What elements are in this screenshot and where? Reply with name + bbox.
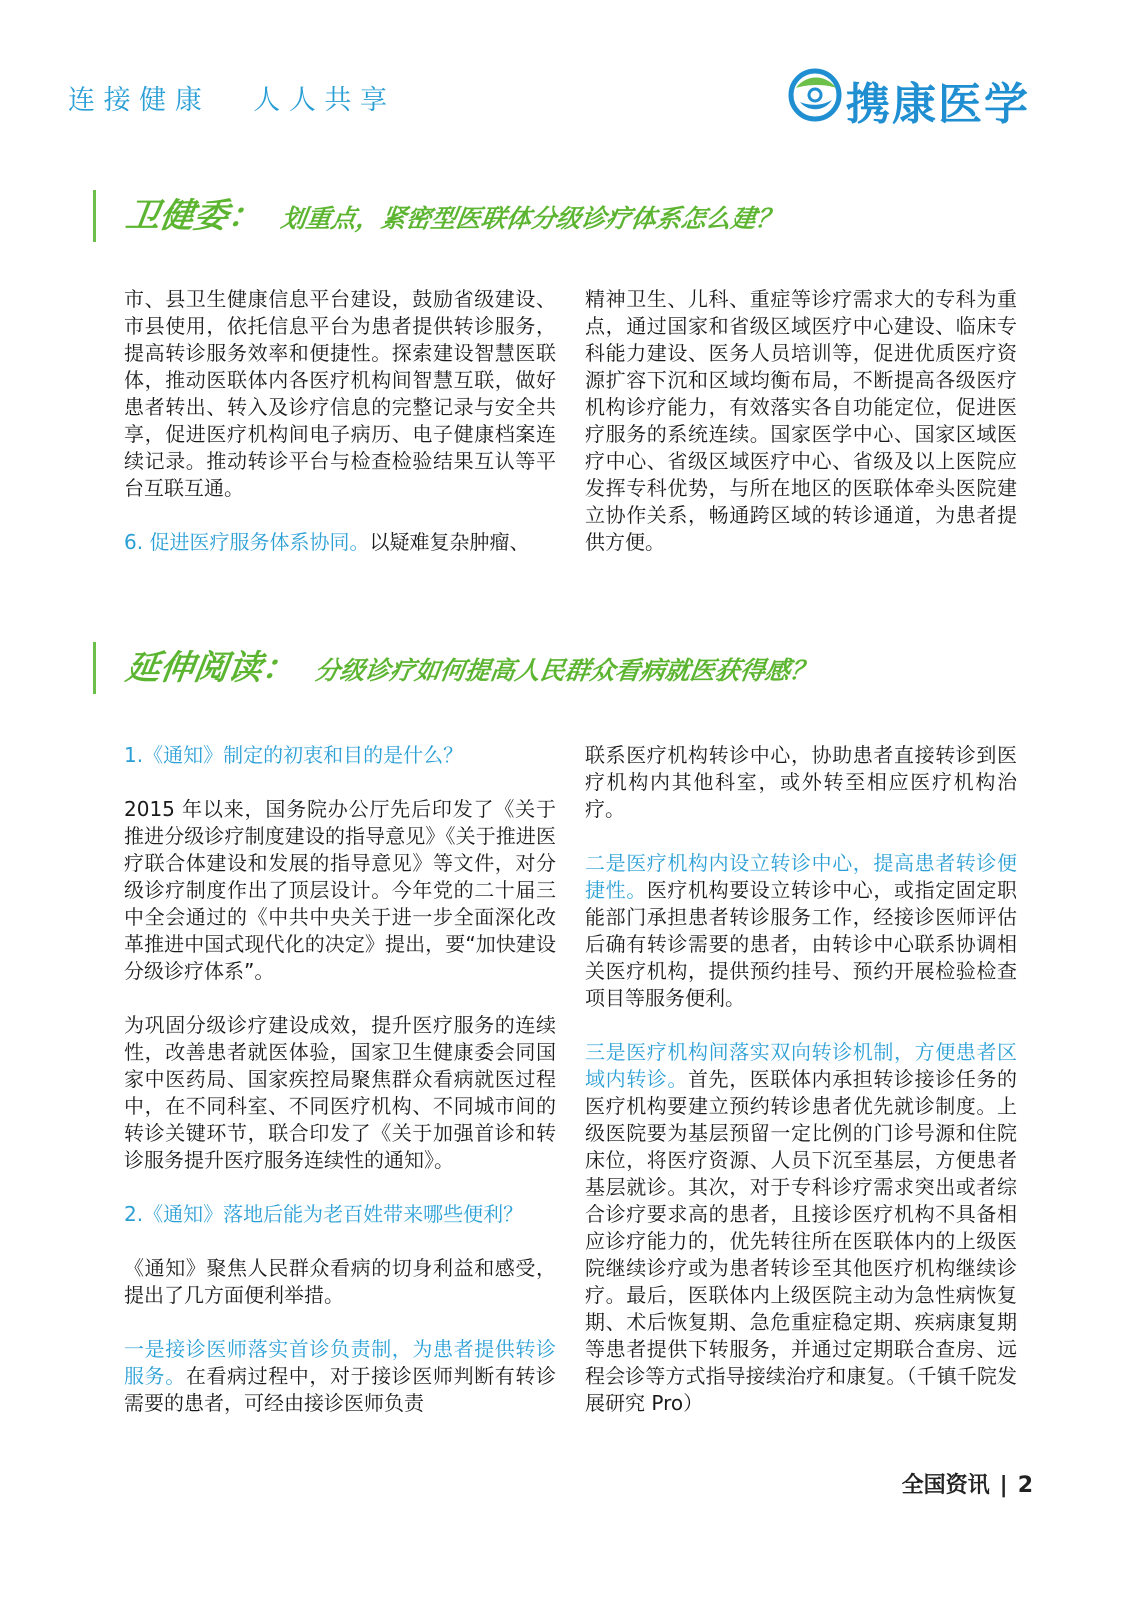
highlight-text: 一是接诊医师落实首诊负责制，为患者提供转诊服务。 bbox=[124, 1337, 556, 1388]
leaf-heart-logo-icon bbox=[786, 66, 844, 124]
paragraph: 精神卫生、儿科、重症等诊疗需求大的专科为重点，通过国家和省级区域医疗中心建设、临床专科能力建设、医务人员培训等，促进优质医疗资源扩容下沉和区域均衡布局，不断提高各级医疗机构诊疗能力，有效落实各自功能定位，促进医疗服务的系统连续。国家医学中心、国家区域医疗中心、省级区域医疗中心、省级及以上医院应发挥专科优势，与所在地区的医联体牵头医院建立协作关系，畅通跨区域的转诊通道，为患者提供方便。 bbox=[585, 287, 1017, 554]
paragraph: 为巩固分级诊疗建设成效，提升医疗服务的连续性，改善患者就医体验，国家卫生健康委会同国家中医药局、国家疾控局聚焦群众看病就医过程中，在不同科室、不同医疗机构、不同城市间的转诊关键环节，联合印发了《关于加强首诊和转诊服务提升医疗服务连续性的通知》。 bbox=[124, 1013, 556, 1172]
paragraph-text: 以疑难复杂肿瘤、 bbox=[369, 530, 530, 554]
paragraph bbox=[124, 529, 556, 556]
footer-section-name: 全国资讯 bbox=[901, 1473, 990, 1498]
logo-text: 携康医学 bbox=[846, 79, 1030, 130]
page-footer bbox=[902, 1468, 1033, 1499]
page-number: 2 bbox=[1017, 1473, 1033, 1498]
paragraph: 联系医疗机构转诊中心，协助患者直接转诊到医疗机构内其他科室，或外转至相应医疗机构治疗。 bbox=[585, 743, 1017, 821]
paragraph-text: 医疗机构要设立转诊中心，或指定固定职能部门承担患者转诊服务工作，经接诊医师评估后确有转诊需要的患者，由转诊中心联系协调相关医疗机构，提供预约挂号、预约开展检验检查项目等服务便利。 bbox=[585, 878, 1018, 1010]
paragraph bbox=[585, 1039, 1017, 1417]
question-heading: 2.《通知》落地后能为老百姓带来哪些便利？ bbox=[124, 1202, 524, 1226]
highlight-text: 二是医疗机构内设立转诊中心，提高患者转诊便捷性。 bbox=[585, 851, 1017, 902]
section2-right-column bbox=[585, 742, 1017, 1417]
section-heading-2-main: 延伸阅读： bbox=[123, 648, 299, 688]
paragraph-text: 在看病过程中，对于接诊医师判断有转诊需要的患者，可经由接诊医师负责 bbox=[124, 1364, 557, 1415]
paragraph: 2015 年以来，国务院办公厅先后印发了《关于推进分级诊疗制度建设的指导意见》《关于推进医疗联合体建设和发展的指导意见》等文件，对分级诊疗制度作出了顶层设计。今年党的二十届三中全会通过的《中共中央关于进一步全面深化改革推进中国式现代化的决定》提出，要“加快建设分级诊疗体系”。 bbox=[124, 797, 556, 983]
section1-left-column bbox=[124, 286, 556, 556]
footer-separator: | bbox=[999, 1473, 1008, 1498]
section-heading-1-main: 卫健委： bbox=[123, 196, 265, 236]
highlight-text: 6. 促进医疗服务体系协同。 bbox=[124, 530, 370, 554]
section-heading-1 bbox=[93, 190, 784, 242]
paragraph: 《通知》聚焦人民群众看病的切身利益和感受，提出了几方面便利举措。 bbox=[124, 1256, 556, 1307]
highlight-text: 三是医疗机构间落实双向转诊机制，方便患者区域内转诊。 bbox=[585, 1040, 1017, 1091]
paragraph-text: 首先，医联体内承担转诊接诊任务的医疗机构要建立预约转诊患者优先就诊制度。上级医院要为基层预留一定比例的门诊号源和住院床位，将医疗资源、人员下沉至基层，方便患者基层就诊。其次，对于专科诊疗需求突出或者综合诊疗要求高的患者，且接诊医疗机构不具备相应诊疗能力的，优先转往所在医联体内的上级医院继续诊疗或为患者转诊至其他医疗机构继续诊疗。最后，医联体内上级医院主动为急性病恢复期、术后恢复期、急危重症稳定期、疾病康复期等患者提供下转服务，并通过定期联合查房、远程会诊等方式指导接续治疗和康复。（千镇千院发展研究 Pro） bbox=[585, 1067, 1017, 1415]
paragraph bbox=[585, 850, 1017, 1012]
question-heading: 1.《通知》制定的初衷和目的是什么？ bbox=[124, 743, 464, 767]
section2-left-column bbox=[124, 742, 556, 1417]
section1-right-column bbox=[585, 286, 1017, 556]
section-heading-1-sub: 划重点，紧密型医联体分级诊疗体系怎么建？ bbox=[279, 204, 784, 233]
section-heading-2-sub: 分级诊疗如何提高人民群众看病就医获得感？ bbox=[313, 656, 818, 685]
paragraph bbox=[124, 1336, 556, 1417]
header-slogan: 连 接 健 康 人 人 共 享 bbox=[68, 85, 387, 116]
section-heading-2 bbox=[93, 642, 818, 694]
paragraph: 市、县卫生健康信息平台建设，鼓励省级建设、市县使用，依托信息平台为患者提供转诊服务，提高转诊服务效率和便捷性。探索建设智慧医联体，推动医联体内各医疗机构间智慧互联，做好患者转出、转入及诊疗信息的完整记录与安全共享，促进医疗机构间电子病历、电子健康档案连续记录。推动转诊平台与检查检验结果互认等平台互联互通。 bbox=[124, 287, 556, 500]
brand-logo bbox=[786, 66, 1056, 130]
